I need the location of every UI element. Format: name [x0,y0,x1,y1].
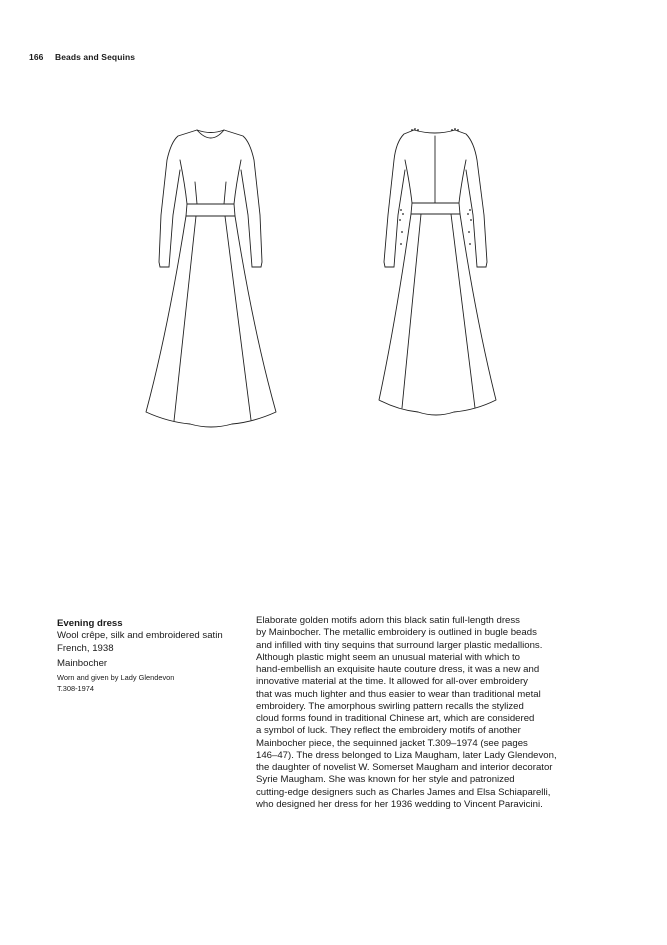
body-line: Syrie Maugham. She was known for her style and patronized [256,774,515,786]
body-line: a symbol of luck. They reflect the embroidery motifs of another [256,725,521,737]
dress-front-view-drawing [146,130,276,427]
caption-provenance: Worn and given by Lady Glendevon [57,673,175,683]
caption-origin: French, 1938 [57,642,114,654]
caption-materials: Wool crêpe, silk and embroidered satin [57,630,223,642]
body-line: cloud forms found in traditional Chinese art, which are considered [256,713,535,724]
object-caption [57,618,247,694]
body-line: innovative material at the time. It allowed for all-over embroidery [256,676,528,688]
caption-maker: Mainbocher [57,657,108,669]
body-line: Elaborate golden motifs adorn this black satin full-length dress [256,615,520,626]
body-line: by Mainbocher. The metallic embroidery is outlined in bugle beads [256,627,537,639]
body-line: who designed her dress for her 1936 wedding to Vincent Paravicini. [256,798,543,810]
caption-title: Evening dress [57,618,123,629]
body-line: embroidery. The amorphous swirling pattern recalls the stylized [256,700,524,712]
body-paragraph [256,615,596,811]
running-title: Beads and Sequins [54,52,136,62]
body-line: Although plastic might seem an unusual material with which to [256,651,520,663]
page-number: 166 [29,52,44,62]
body-line: the daughter of novelist W. Somerset Maugham and interior decorator [256,762,553,773]
body-line: 146–47). The dress belonged to Liza Maugham, later Lady Glendevon, [256,749,557,761]
body-line: hand-embellish an exquisite haute couture dress, it was a new and [256,664,540,675]
caption-provenance-block [57,673,247,694]
body-line: Mainbocher piece, the sequinned jacket T.309–1974 (see pages [256,737,528,749]
body-line: cutting-edge designers such as Charles James and Elsa Schiaparelli, [256,786,551,798]
dress-back-view-drawing [379,130,496,415]
body-line: that was much lighter and thus easier to wear than traditional metal [256,688,541,700]
caption-accession: T.308-1974 [57,683,94,693]
body-line: and infilled with tiny sequins that surround larger plastic medallions. [256,639,543,651]
